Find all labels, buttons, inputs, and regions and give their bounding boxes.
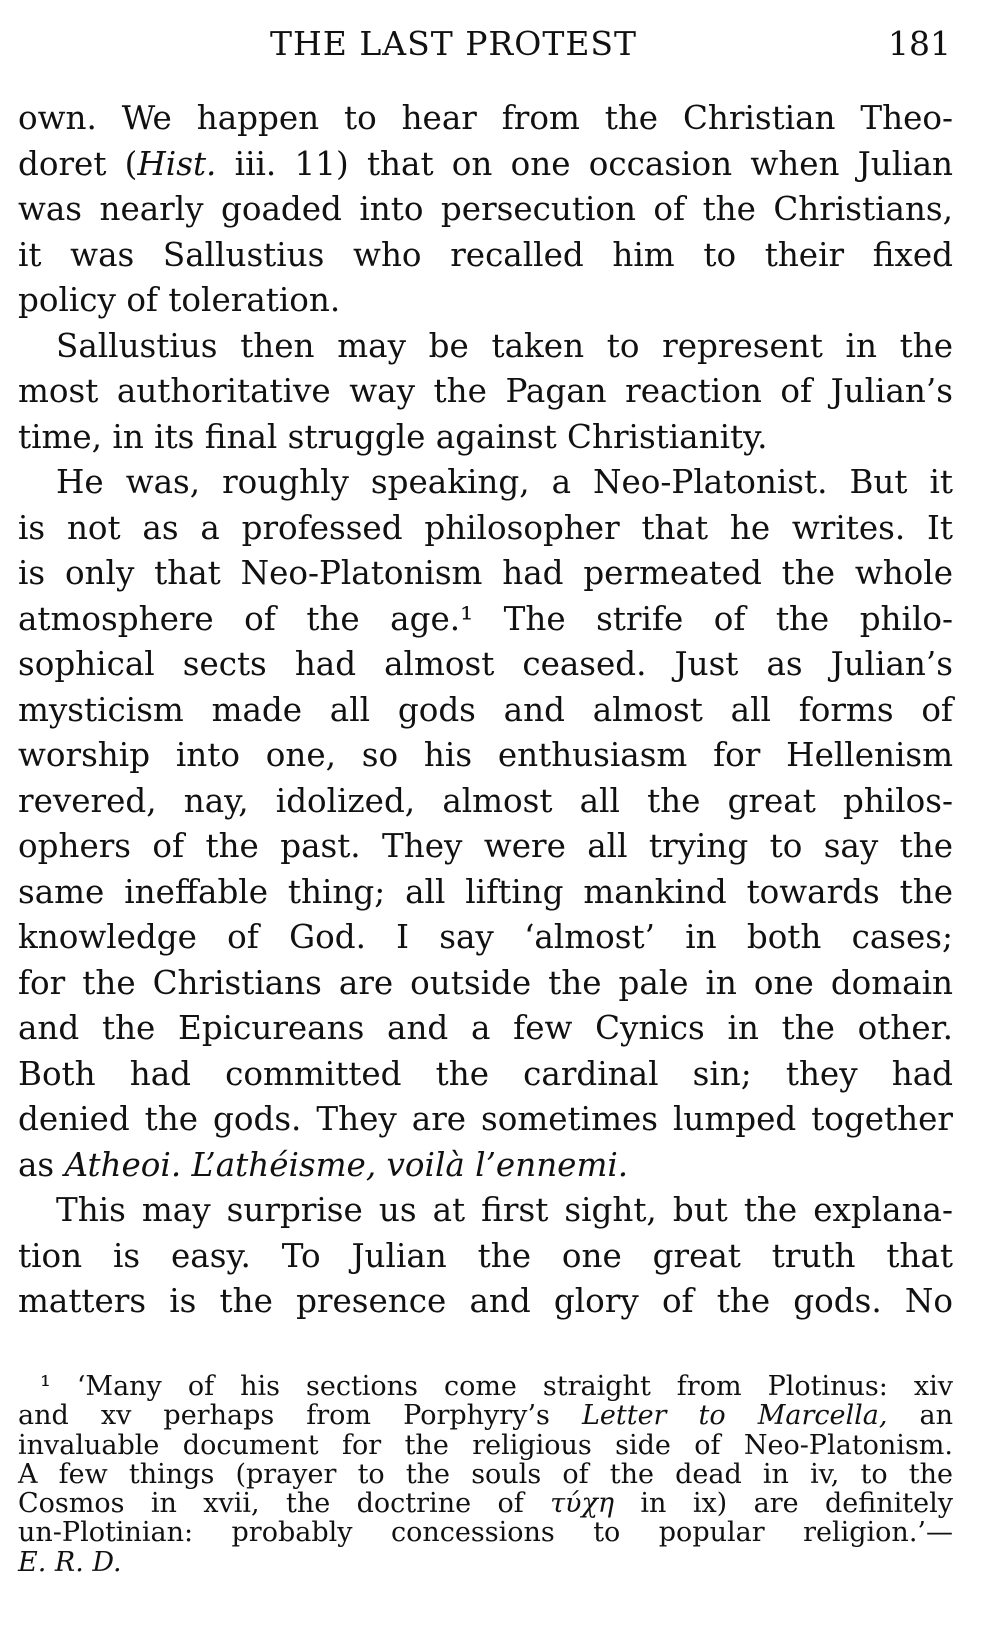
line-text: A few things (prayer to the souls of the dead in iv, to the [18,1458,953,1490]
line-text: most authoritative way the Pagan reaction of Julian’s [18,372,953,410]
text-line [18,915,953,961]
line-text: for the Christians are outside the pale in one domain [18,963,953,1002]
running-title: THE LAST PROTEST [270,24,638,63]
italic-text: E. R. D. [18,1546,122,1578]
line-text: doret ( [18,144,138,183]
text-line [18,415,953,461]
line-text: Cosmos in xvii, the doctrine of [18,1488,551,1520]
line-text: it was Sallustius who recalled him to their fixed [18,235,953,274]
text-line [18,278,953,324]
text-line [18,1097,953,1143]
paragraph [18,96,953,324]
text-line [18,1143,953,1189]
footnote [18,1372,953,1577]
text-line [18,142,953,188]
body-text [18,96,953,1325]
line-text: This may surprise us at first sight, but the explana- [56,1191,953,1229]
line-text: mysticism made all gods and almost all forms of [18,690,953,729]
line-text: an [887,1400,954,1432]
text-line [18,1188,953,1234]
line-text: ¹ ‘Many of his sections come straight from Plotinus: xiv [40,1371,953,1402]
line-text: invaluable document for the religious side of Neo-Platonism. [18,1429,953,1461]
text-line [18,1431,953,1460]
line-text: own. We happen to hear from the Christian Theo- [18,99,953,137]
line-text: sophical sects had almost ceased. Just as Julian’s [18,645,953,683]
paragraph [18,460,953,1188]
text-line [18,1279,953,1325]
line-text: ophers of the past. They were all trying to say the [18,827,953,865]
text-line [18,1460,953,1489]
text-line [18,324,953,370]
paragraph [18,1188,953,1325]
running-head [0,22,988,72]
line-text: is only that Neo-Platonism had permeated the whole [18,554,953,592]
text-line [18,642,953,688]
line-text: matters is the presence and glory of the gods. No [18,1282,953,1320]
line-text: was nearly goaded into persecution of the Christians, [18,190,953,228]
text-line [18,369,953,415]
text-line [18,551,953,597]
text-line [18,187,953,233]
text-line [18,870,953,916]
line-text: and the Epicureans and a few Cynics in the other. [18,1009,953,1047]
line-text: same ineffable thing; all lifting mankind towards the [18,872,953,911]
line-text: Sallustius then may be taken to represent in the [56,326,953,365]
text-line [18,597,953,643]
page-number: 181 [888,24,951,63]
text-line [18,96,953,142]
text-line [18,1548,953,1577]
text-line [18,688,953,734]
line-text: iii. 11) that on one occasion when Julian [216,144,953,183]
text-line [18,1052,953,1098]
text-line [18,1489,953,1518]
line-text: denied the gods. They are sometimes lumped together [18,1100,953,1138]
italic-text: τύχη [550,1488,614,1520]
text-line [18,233,953,279]
italic-text: Atheoi. L’athéisme, voilà l’ennemi. [64,1145,629,1184]
text-line [18,733,953,779]
line-text: is not as a professed philosopher that he writes. It [18,508,953,547]
line-text: atmosphere of the age.¹ The strife of the philo- [18,599,953,638]
text-line [18,1401,953,1430]
text-line [18,1372,953,1401]
line-text: Both had committed the cardinal sin; they had [18,1054,953,1093]
text-line [18,1518,953,1547]
line-text: in ix) are definitely [614,1488,953,1520]
line-text: tion is easy. To Julian the one great truth that [18,1236,953,1275]
line-text: and xv perhaps from Porphyry’s [18,1400,582,1432]
line-text: revered, nay, idolized, almost all the great philos- [18,781,953,820]
italic-text: Hist. [137,144,217,183]
italic-text: Letter to Marcella, [581,1400,888,1432]
line-text: as [18,1145,65,1184]
text-line [18,824,953,870]
text-line [18,1234,953,1280]
line-text: He was, roughly speaking, a Neo-Platonist. But it [56,463,953,501]
line-text: worship into one, so his enthusiasm for Hellenism [18,736,953,774]
line-text: knowledge of God. I say ‘almost’ in both cases; [18,918,953,956]
text-line [18,779,953,825]
line-text: time, in its final struggle against Christianity. [18,417,768,456]
text-line [18,961,953,1007]
text-line [18,506,953,552]
text-line [18,460,953,506]
line-text: policy of toleration. [18,281,341,319]
line-text: un-Plotinian: probably concessions to popular religion.’— [18,1517,953,1549]
text-line [18,1006,953,1052]
paragraph [18,324,953,461]
